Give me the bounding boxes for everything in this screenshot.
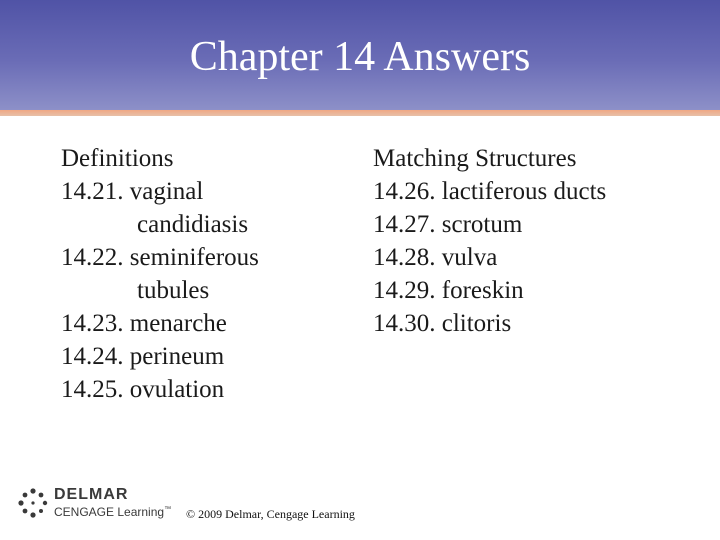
definitions-column (61, 142, 361, 406)
answer-line: 14.25. ovulation (61, 376, 225, 403)
answer-line: 14.26. lactiferous ducts (373, 178, 607, 205)
answer-line: 14.28. vulva (373, 244, 498, 271)
matching-structures-column (373, 142, 703, 340)
trademark-mark: ™ (164, 506, 172, 513)
answer-line-continuation: candidiasis (137, 211, 249, 238)
answer-line: 14.27. scrotum (373, 211, 523, 238)
answer-line: 14.21. vaginal (61, 178, 204, 205)
answer-line: 14.24. perineum (61, 343, 225, 370)
slide-title: Chapter 14 Answers (189, 34, 531, 80)
answer-line: 14.30. clitoris (373, 310, 512, 337)
logo-subname-text: CENGAGE Learning (54, 505, 165, 519)
logo-subname (54, 503, 171, 519)
delmar-cengage-logo (18, 486, 178, 520)
answer-line: 14.29. foreskin (373, 277, 524, 304)
title-divider (0, 110, 720, 116)
copyright-notice: © 2009 Delmar, Cengage Learning (186, 507, 355, 521)
answer-line: 14.22. seminiferous (61, 244, 259, 271)
logo-name: DELMAR (54, 486, 129, 503)
definitions-heading: Definitions (61, 145, 174, 172)
answer-line-continuation: tubules (137, 277, 210, 304)
delmar-dots-logo-icon (18, 488, 48, 518)
matching-structures-heading: Matching Structures (373, 145, 577, 172)
answer-line: 14.23. menarche (61, 310, 227, 337)
